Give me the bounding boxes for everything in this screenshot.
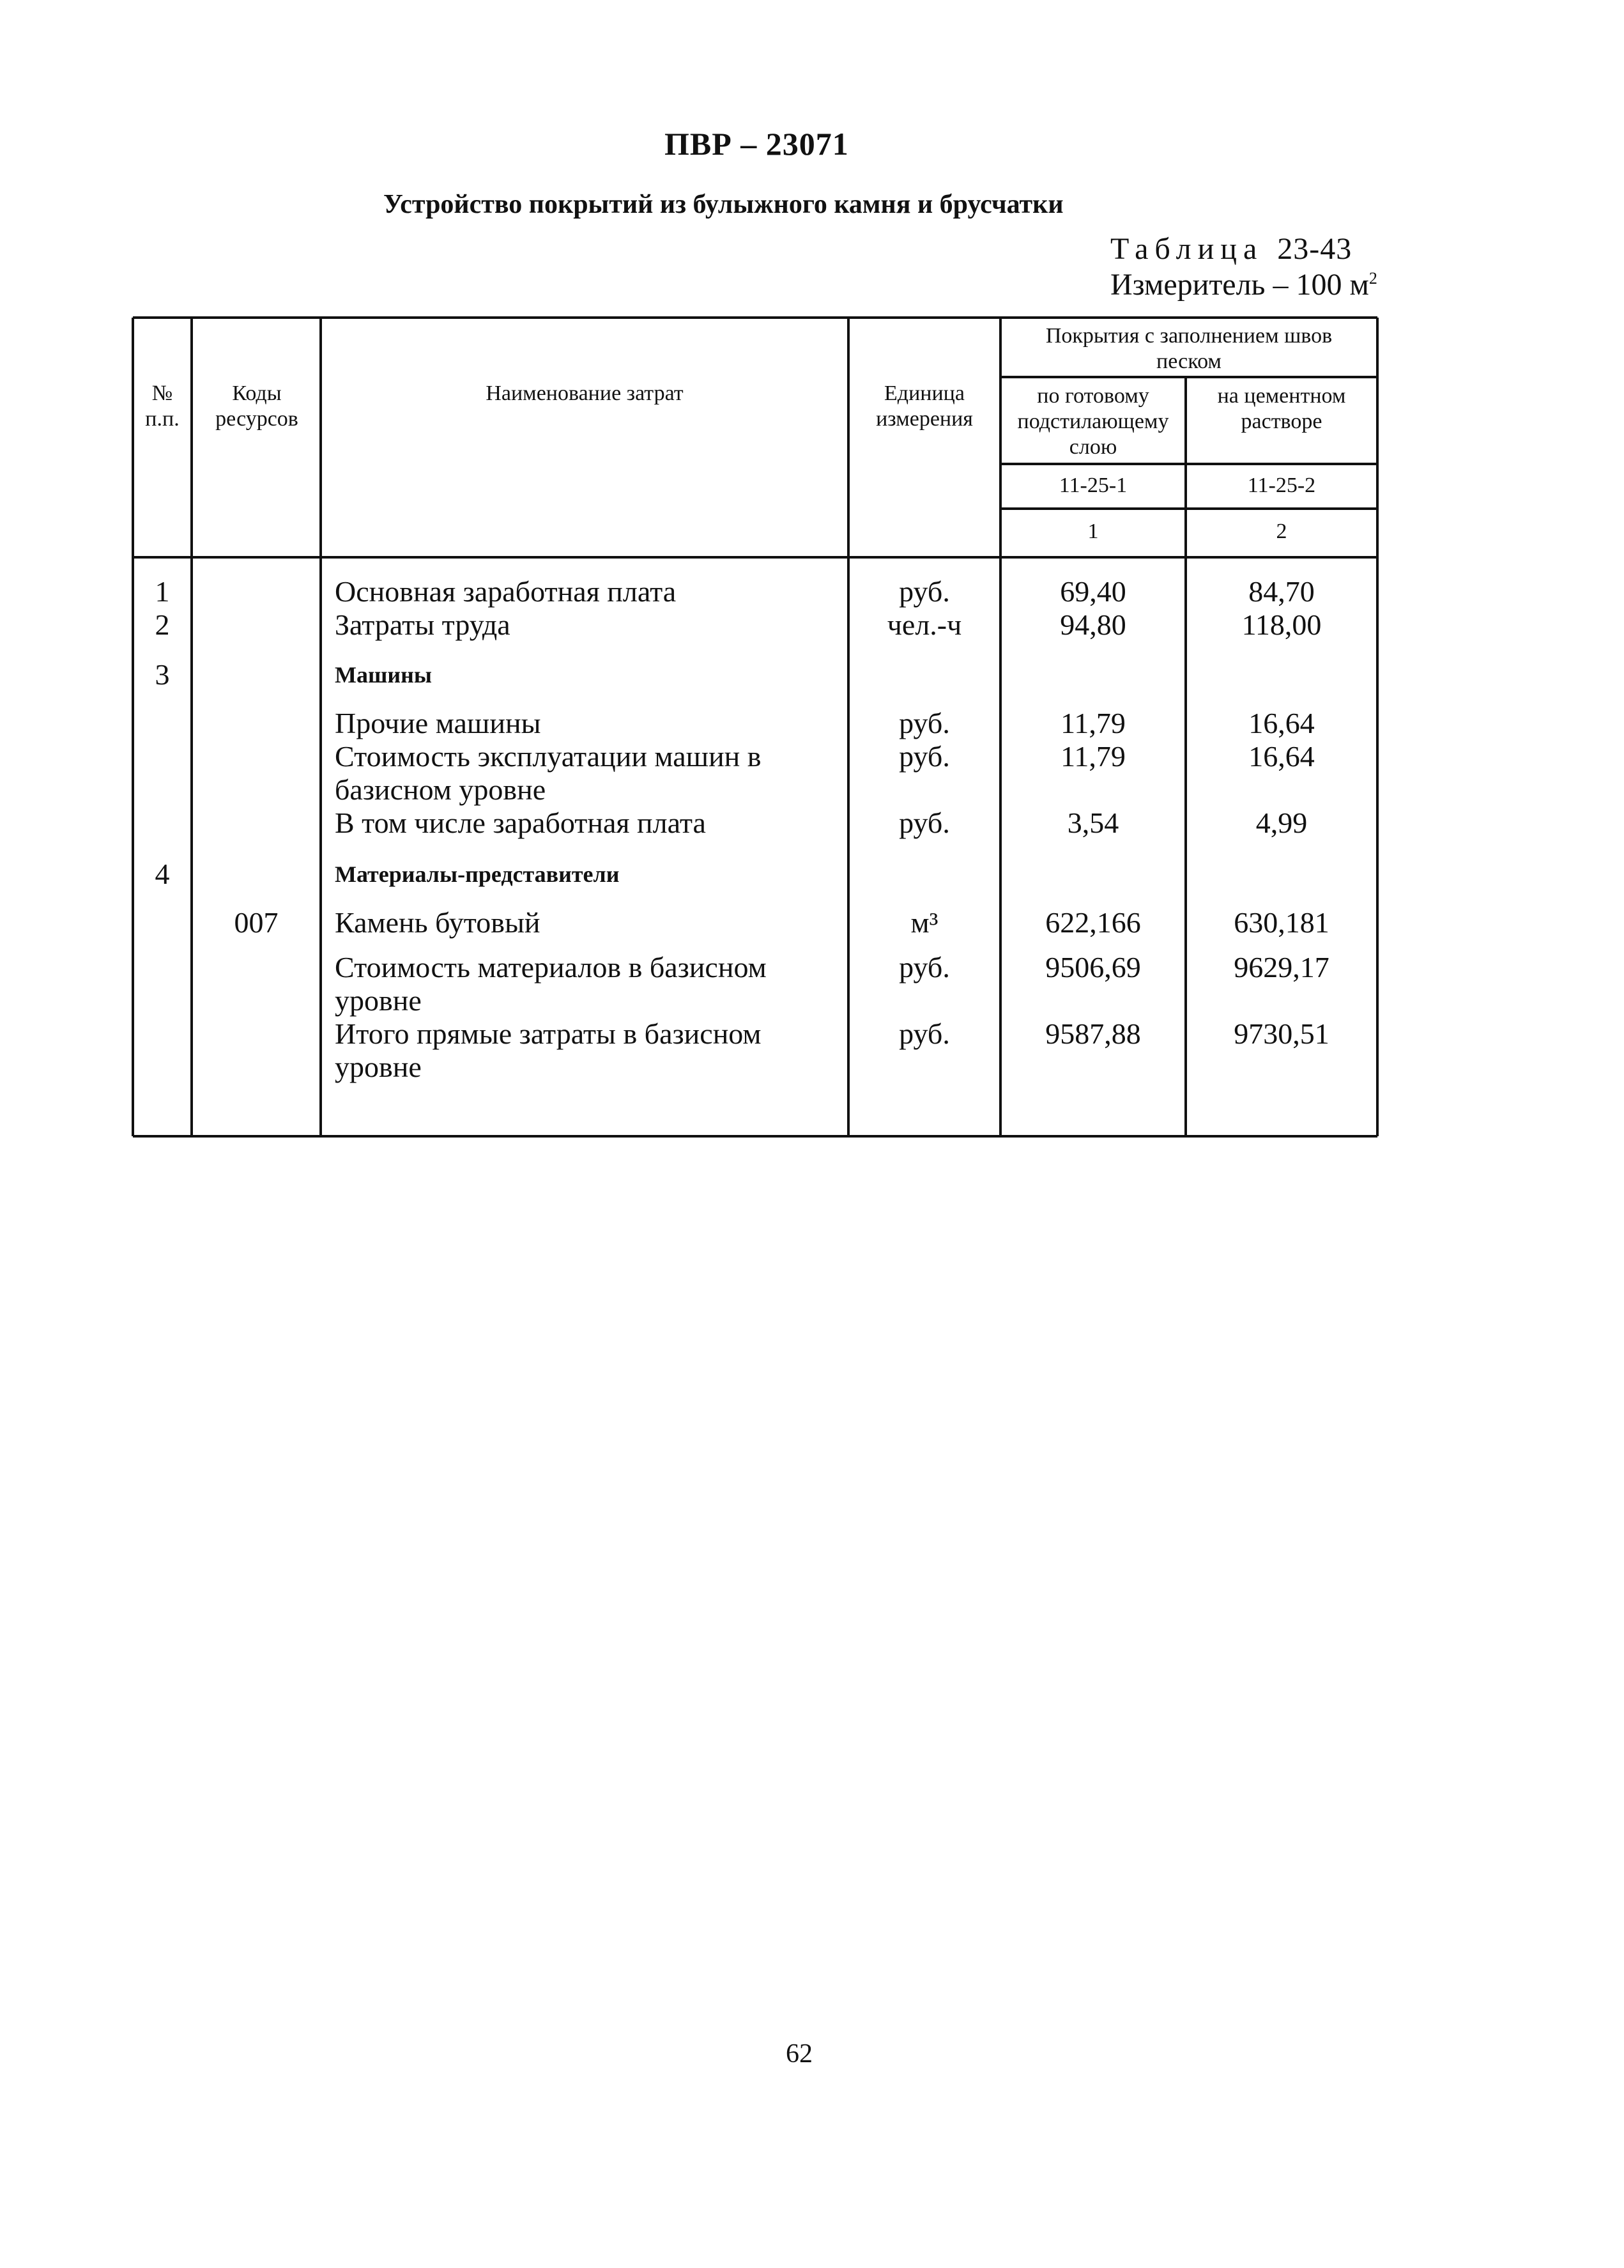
column-header-unit: Единица измерения: [876, 382, 973, 431]
column-index-2: 2: [1276, 520, 1287, 543]
row-name: Итого прямые затраты в базисном уровне: [335, 1017, 762, 1083]
row-name: В том числе заработная плата: [335, 806, 706, 839]
row-value-2: 84,70: [1248, 575, 1315, 608]
row-unit: руб.: [899, 951, 950, 984]
row-unit: руб.: [899, 1017, 950, 1050]
column-group-header: Покрытия с заполнением швов песком: [1045, 324, 1333, 373]
row-value-2: 118,00: [1241, 608, 1322, 641]
row-value-2: 630,181: [1234, 906, 1329, 939]
section-heading-materials: Материалы-представители: [335, 861, 620, 887]
row-unit: руб.: [899, 740, 950, 773]
row-value-2: 16,64: [1248, 740, 1315, 773]
column-header-codes: Коды ресурсов: [215, 382, 298, 431]
measure-power: 2: [1368, 269, 1377, 288]
column-header-number: № п.п.: [145, 382, 180, 431]
row-value-2: 9730,51: [1234, 1017, 1329, 1050]
row-value-1: 11,79: [1061, 707, 1126, 739]
row-number: 1: [155, 575, 170, 608]
row-number: 3: [155, 658, 170, 691]
row-unit: руб.: [899, 707, 950, 739]
table-word: Таблица: [1110, 232, 1264, 266]
rate-code-1: 11-25-1: [1059, 474, 1128, 497]
row-name: Затраты труда: [335, 608, 510, 641]
row-value-2: 16,64: [1248, 707, 1315, 739]
row-value-1: 11,79: [1061, 740, 1126, 773]
column-index-1: 1: [1087, 520, 1099, 543]
section-heading-machines: Машины: [335, 662, 432, 688]
row-unit: м³: [910, 906, 938, 939]
row-value-2: 9629,17: [1234, 951, 1329, 984]
document-title: Устройство покрытий из булыжного камня и брусчатки: [383, 190, 1064, 219]
row-value-1: 622,166: [1045, 906, 1141, 939]
row-value-1: 69,40: [1060, 575, 1126, 608]
row-name: Стоимость материалов в базисном уровне: [335, 951, 767, 1017]
document-code: ПВР – 23071: [664, 126, 849, 162]
row-resource-code: 007: [234, 906, 279, 939]
row-name: Стоимость эксплуатации машин в базисном уровне: [335, 740, 762, 806]
row-value-1: 9506,69: [1045, 951, 1141, 984]
row-name: Камень бутовый: [335, 906, 540, 939]
row-value-1: 94,80: [1060, 608, 1126, 641]
subheader-cement-mortar: на цементном растворе: [1217, 384, 1346, 433]
table-number: 23-43: [1277, 232, 1352, 266]
column-header-name: Наименование затрат: [486, 382, 684, 405]
row-unit: чел.-ч: [887, 608, 962, 641]
page-number: 62: [786, 2039, 813, 2069]
measure-label: Измеритель – 100 м: [1110, 268, 1369, 302]
row-name: Основная заработная плата: [335, 575, 677, 608]
row-value-1: 3,54: [1067, 806, 1119, 839]
row-number: 4: [155, 858, 170, 890]
row-unit: руб.: [899, 806, 950, 839]
rate-code-2: 11-25-2: [1247, 474, 1316, 497]
row-unit: руб.: [899, 575, 950, 608]
row-number: 2: [155, 608, 170, 641]
row-name: Прочие машины: [335, 707, 541, 739]
row-value-1: 9587,88: [1045, 1017, 1141, 1050]
row-value-2: 4,99: [1255, 806, 1308, 839]
subheader-ready-layer: по готовому подстилающему слою: [1017, 384, 1169, 459]
